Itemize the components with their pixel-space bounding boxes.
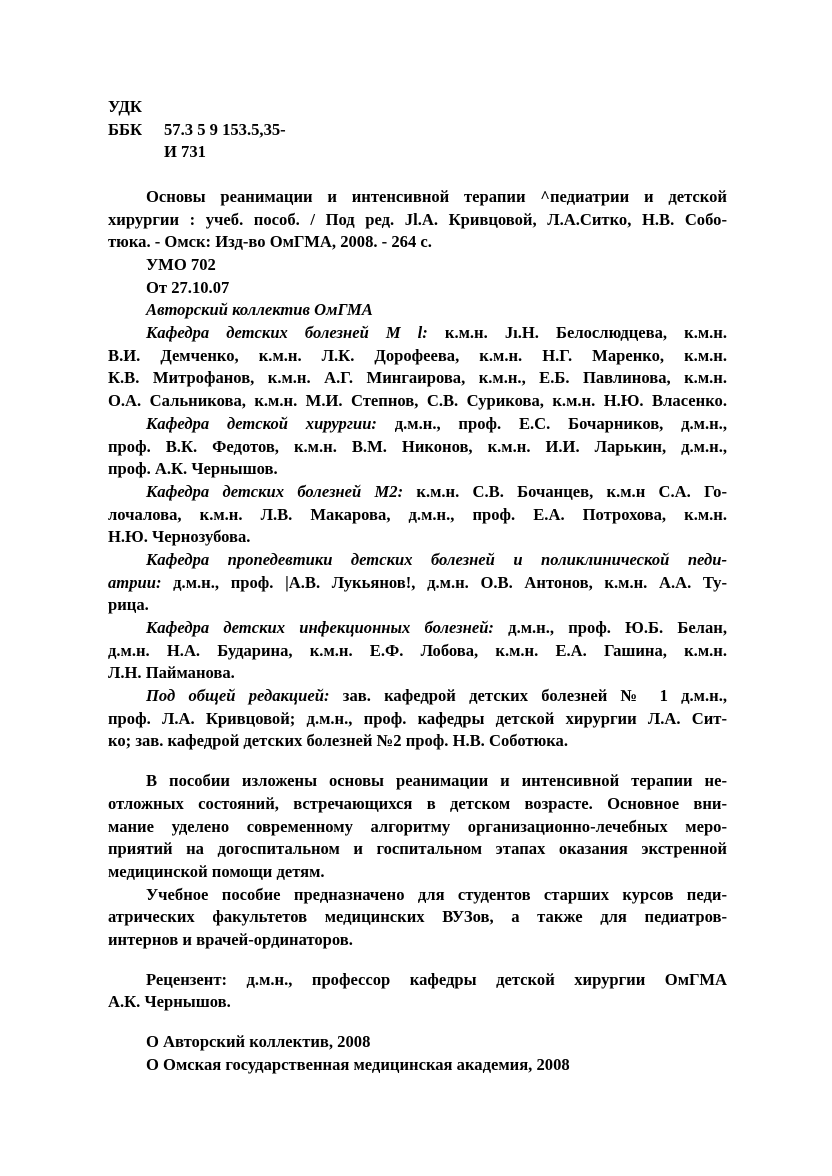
citation-line-3: тюка. - Омск: Изд-во ОмГМА, 2008. - 264 с.: [108, 232, 432, 251]
bbk-label: ББК: [108, 120, 142, 139]
udk-label: УДК: [108, 97, 142, 116]
bbk-value: 57.3 5 9 153.5,35-: [164, 120, 286, 139]
reviewer-line-1: Рецензент: д.м.н., профессор кафедры детской хирургии ОмГМА: [146, 970, 727, 989]
dept3-name: Кафедра детских болезней М2:: [146, 482, 404, 501]
editors-line-1: [146, 685, 727, 707]
editors-line-3: ко; зав. кафедрой детских болезней №2 проф. Н.В. Соботюка.: [108, 731, 569, 750]
dept1-line-1: [146, 322, 727, 344]
dept4-name-line-2: атрии:: [108, 573, 162, 592]
editors-line-1-rest: зав. кафедрой детских болезней № 1 д.м.н.,: [329, 686, 727, 705]
dept3-line-2: лочалова, к.м.н. Л.В. Макарова, д.м.н., проф. Е.А. Потрохова, к.м.н.: [108, 505, 727, 524]
abstract-p1-line-4: приятий на догоспитальном и госпитальном этапах оказания экстренной: [108, 839, 727, 858]
dept5-line-2: д.м.н. Н.А. Бударина, к.м.н. Е.Ф. Лобова, к.м.н. Е.А. Гашина, к.м.н.: [108, 641, 727, 660]
dept1-name: Кафедра детских болезней М l:: [146, 323, 428, 342]
dept5-name: Кафедра детских инфекционных болезней:: [146, 618, 494, 637]
dept2-line-1: [146, 413, 727, 435]
abstract-p1-line-1: В пособии изложены основы реанимации и интенсивной терапии не-: [146, 771, 727, 790]
authors-heading: Авторский коллектив ОмГМА: [146, 300, 373, 319]
umo-number: УМО 702: [146, 255, 216, 274]
catalogue-code: И 731: [164, 142, 206, 161]
dept4-name-line-1: Кафедра пропедевтики детских болезней и поликлинической педи-: [146, 550, 727, 569]
dept1-line-3: К.В. Митрофанов, к.м.н. А.Г. Мингаирова, к.м.н., Е.Б. Павлинова, к.м.н.: [108, 368, 727, 387]
abstract-p1-line-5: медицинской помощи детям.: [108, 862, 325, 881]
dept3-line-3: Н.Ю. Чернозубова.: [108, 527, 251, 546]
abstract-p1-line-2: отложных состояний, встречающихся в детском возрасте. Основное вни-: [108, 794, 727, 813]
abstract-p2-line-2: атрических факультетов медицинских ВУЗов, а также для педиатров-: [108, 907, 727, 926]
dept2-line-3: проф. А.К. Чернышов.: [108, 459, 278, 478]
citation-line-2: хирургии : учеб. пособ. / Под ред. Jl.А. Кривцовой, Л.А.Ситко, Н.В. Собо-: [108, 210, 727, 229]
dept5-line-3: Л.Н. Пайманова.: [108, 663, 235, 682]
dept2-line-1-rest: д.м.н., проф. Е.С. Бочарников, д.м.н.,: [376, 414, 727, 433]
dept4-line-3: рица.: [108, 595, 149, 614]
dept1-line-1-rest: к.м.н. Jı.Н. Белослюдцева, к.м.н.: [427, 323, 727, 342]
editors-label: Под общей редакцией:: [146, 686, 330, 705]
editors-line-2: проф. Л.А. Кривцовой; д.м.н., проф. кафедры детской хирургии Л.А. Сит-: [108, 709, 727, 728]
dept1-line-4: О.А. Сальникова, к.м.н. М.И. Степнов, С.В. Сурикова, к.м.н. Н.Ю. Власенко.: [108, 391, 727, 410]
citation-line-1: Основы реанимации и интенсивной терапии ^педиатрии и детской: [146, 187, 727, 206]
dept3-line-1: [146, 481, 727, 503]
umo-date: От 27.10.07: [146, 278, 230, 297]
dept5-line-1-rest: д.м.н., проф. Ю.Б. Белан,: [493, 618, 727, 637]
abstract-p2-line-1: Учебное пособие предназначено для студентов старших курсов педи-: [146, 885, 727, 904]
dept2-line-2: проф. В.К. Федотов, к.м.н. В.М. Никонов, к.м.н. И.И. Ларькин, д.м.н.,: [108, 437, 727, 456]
dept1-line-2: В.И. Демченко, к.м.н. Л.К. Дорофеева, к.м.н. Н.Г. Маренко, к.м.н.: [108, 346, 727, 365]
dept3-line-1-rest: к.м.н. С.В. Бочанцев, к.м.н С.А. Го-: [403, 482, 728, 501]
abstract-p2-line-3: интернов и врачей-ординаторов.: [108, 930, 353, 949]
copyright-academy: О Омская государственная медицинская академия, 2008: [146, 1055, 570, 1074]
dept4-line-2: [108, 572, 727, 594]
dept2-name: Кафедра детской хирургии:: [146, 414, 377, 433]
copyright-authors: О Авторский коллектив, 2008: [146, 1032, 371, 1051]
dept4-line-2-rest: д.м.н., проф. |А.В. Лукьянов!, д.м.н. О.В. Антонов, к.м.н. А.А. Ту-: [161, 573, 727, 592]
abstract-p1-line-3: мание уделено современному алгоритму организационно-лечебных меро-: [108, 817, 727, 836]
dept5-line-1: [146, 617, 727, 639]
reviewer-line-2: А.К. Чернышов.: [108, 992, 231, 1011]
